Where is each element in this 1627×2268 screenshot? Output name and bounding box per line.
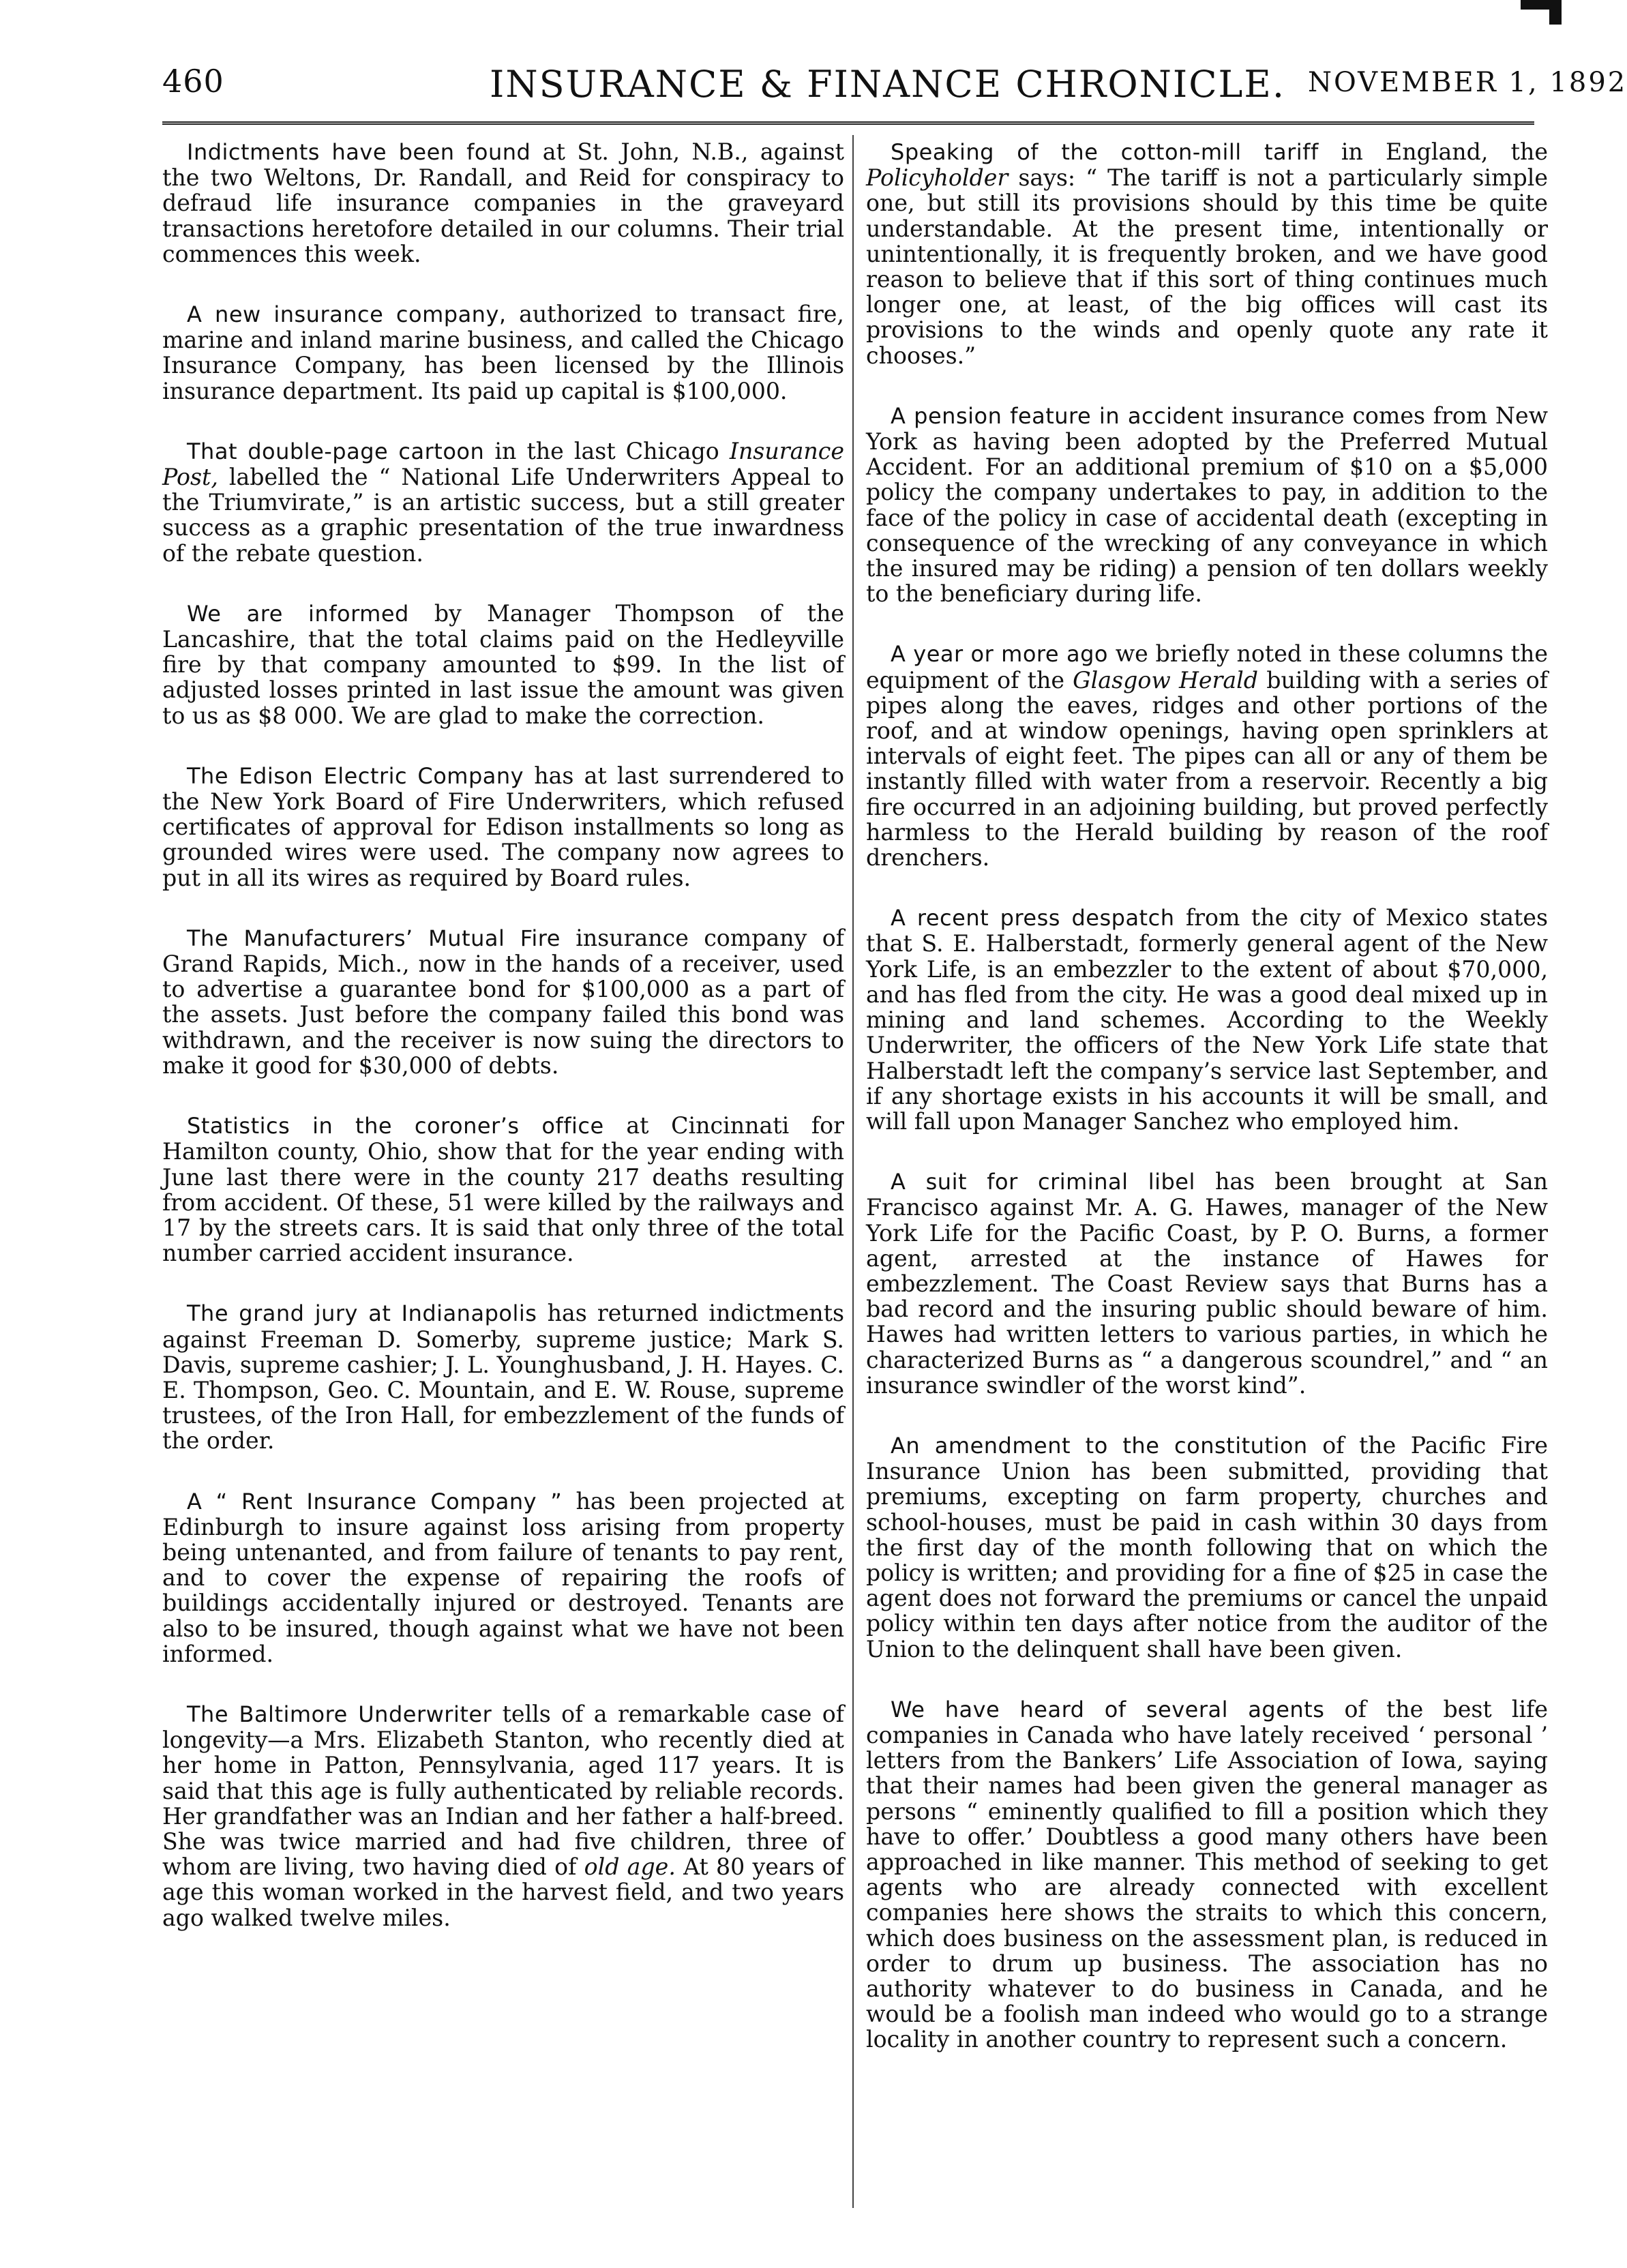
item-body-pre: in the last Chicago	[494, 437, 719, 464]
item-lead: A new insurance company,	[187, 301, 507, 328]
news-item	[162, 1701, 844, 1930]
column-divider	[852, 135, 854, 2208]
news-item	[866, 1169, 1548, 1398]
scan-edge-mark	[1521, 0, 1562, 10]
news-item	[866, 1433, 1548, 1662]
item-italic: Insurance Post,	[162, 437, 844, 491]
journal-title: INSURANCE & FINANCE CHRONICLE.	[490, 63, 1285, 106]
news-item	[866, 641, 1548, 870]
item-body: insurance company of Grand Rapids, Mich., now in the hands of a receiver, used to advertise a guarantee bond for $100,000 as a part of the assets. Just before the company failed this bond was withdrawn, and the receiver is now suing the directors to make it good for $30,000 of debts.	[162, 924, 844, 1079]
item-italic: Policyholder	[866, 164, 1009, 192]
news-item	[866, 1697, 1548, 2053]
item-lead: We are informed	[187, 600, 409, 627]
item-body-pre: in England, the	[1341, 138, 1548, 165]
item-body: at St. John, N.B., against the two Weltons, Dr. Randall, and Reid for conspiracy to defraud life insurance companies in the graveyard transactions heretofore detailed in our columns. Their trial commences this week.	[162, 138, 845, 267]
item-body: of the best life companies in Canada who have lately received ‘ personal ’ letters from the Bankers’ Life Association of Iowa, saying that their names had been given the general manager as persons “ eminently qualified to fill a position which they have to offer.’ Doubtless a good many others have been approached in like manner. This method of seeking to get agents who are already connected with excellent companies here shows the straits to which this concern, which does business on the assessment plan, is reduced in order to drum up business. The association has no authority whatever to do business in Canada, and he would be a foolish man indeed who would go to a strange locality in another country to represent such a concern.	[866, 1695, 1549, 2053]
right-column	[866, 139, 1548, 2087]
item-lead: Statistics in the coroner’s office	[187, 1113, 604, 1139]
item-lead: The Baltimore Underwriter	[187, 1701, 492, 1727]
news-item	[162, 301, 844, 404]
page-header	[162, 63, 1627, 106]
item-body: has been projected at Edinburgh to insure against loss arising from property being untenanted, and from failure of tenants to pay rent, and to cover the expense of repairing the roofs of buildings accidentally injured or destroyed. Tenants are also to be insured, though against what we have not been informed.	[162, 1487, 844, 1667]
item-lead: That double-page cartoon	[187, 438, 485, 464]
item-body: has been brought at San Francisco against Mr. A. G. Hawes, manager of the New York Life for the Pacific Coast, by P. O. Burns, a former agent, arrested at the instance of Hawes for embezzlement. The Coast Review says that Burns has a bad record and the insuring public should beware of him. Hawes had written letters to various parties, in which he characterized Burns as “ a dangerous scoundrel,” and “ an insurance swindler of the worst kind”.	[866, 1168, 1548, 1399]
item-body: has at last surrendered to the New York Board of Fire Underwriters, which refused certificates of approval for Edison installments so long as grounded wires were used. The company now agrees to put in all its wires as required by Board rules.	[162, 762, 844, 891]
item-italic: Glasgow Herald	[1073, 666, 1259, 693]
item-lead: The Edison Electric Company	[187, 762, 524, 789]
item-body: insurance comes from New York as having been adopted by the Preferred Mutual Accident. For an additional premium of $10 on a $5,000 policy the company undertakes to pay, in addition to the face of the policy in case of accidental death (excepting in consequence of the wrecking of any conveyance in which the insured may be riding) a pension of ten dollars weekly to the beneficiary during life.	[866, 402, 1548, 608]
header-rule	[162, 121, 1534, 125]
left-column	[162, 139, 844, 1965]
item-body: from the city of Mexico states that S. E. Halberstadt, formerly general agent of the New York Life, is an embezzler to the extent of about $70,000, and has fled from the city. He was a good deal mixed up in mining and land schemes. According to the Weekly Underwriter, the officers of the New York Life state that Halberstadt left the company’s service last September, and if any shortage exists in his accounts it will be small, and will fall upon Manager Sanchez who employed him.	[866, 904, 1548, 1135]
item-lead: A pension feature in accident	[891, 402, 1224, 429]
item-body: by Manager Thompson of the Lancashire, that the total claims paid on the Hedleyville fire by that company amounted to $99. In the list of adjusted losses printed in last issue the amount was given to us as $8 000. We are glad to make the correction.	[162, 599, 844, 729]
news-item	[162, 1113, 844, 1266]
issue-date: NOVEMBER 1, 1892	[1308, 67, 1627, 98]
item-lead: The Manufacturers’ Mutual Fire	[187, 925, 561, 951]
item-lead: Indictments have been found	[187, 139, 531, 165]
item-lead: An amendment to the constitution	[891, 1432, 1308, 1459]
item-body-pre: we briefly noted in these columns the equipment of the	[866, 640, 1548, 693]
item-lead: The grand jury at Indianapolis	[187, 1300, 537, 1327]
news-item	[162, 925, 844, 1078]
news-item	[866, 403, 1548, 607]
item-lead: A “ Rent Insurance Company ”	[187, 1488, 563, 1515]
item-lead: Speaking of the cotton-mill tariff	[891, 139, 1319, 165]
item-body: of the Pacific Fire Insurance Union has been submitted, providing that premiums, excepting on farm property, churches and school-houses, must be paid in cash within 30 days from the first day of the month following that on which the policy is written; and providing for a fine of $25 in case the agent does not forward the premiums or cancel the unpaid policy within ten days after notice from the auditor of the Union to the delinquent shall have been given.	[866, 1431, 1548, 1662]
news-item	[162, 763, 844, 891]
news-item	[162, 438, 844, 566]
news-item	[162, 601, 844, 728]
news-item	[866, 139, 1548, 368]
item-body: At 80 years of age this woman worked in the harvest field, and two years ago walked twelve miles.	[162, 1853, 844, 1931]
news-item	[162, 1300, 844, 1453]
item-body: has returned indictments against Freeman D. Somerby, supreme justice; Mark S. Davis, supreme cashier; J. L. Younghusband, J. H. Hayes. C. E. Thompson, Geo. C. Mountain, and E. W. Rouse, supreme trustees, of the Iron Hall, for embezzlement of the funds of the order.	[162, 1300, 844, 1454]
page-number: 460	[162, 63, 224, 100]
item-lead: A suit for criminal libel	[891, 1169, 1195, 1195]
news-item	[162, 1489, 844, 1667]
item-body-pre: tells of a remarkable case of longevity—a Mrs. Elizabeth Stanton, who recently died at her home in Patton, Pennsylvania, aged 117 years. It is said that this age is fully authenticated by reliable records. Her grandfather was an Indian and her father a half-breed. She was twice married and had five children, three of whom are living, two having died of	[162, 1700, 844, 1881]
news-item	[866, 905, 1548, 1134]
scan-edge-mark	[1549, 10, 1562, 25]
news-item	[162, 139, 844, 267]
item-body: says: “ The tariff is not a particularly simple one, but still its provisions should by this time be quite understandable. At the present time, intentionally or unintentionally, it is frequently broken, and we have good reason to believe that if this sort of thing continues much longer one, at least, of the big offices will cast its provisions to the winds and openly quote any rate it chooses.”	[866, 164, 1548, 369]
item-body: building with a series of pipes along the eaves, ridges and other portions of the roof, and at window openings, having open sprinklers at intervals of eight feet. The pipes can all or any of them be instantly filled with water from a reservoir. Recently a big fire occurred in an adjoining building, but proved perfectly harmless to the Herald building by reason of the roof drenchers.	[866, 666, 1548, 871]
item-body: at Cincinnati for Hamilton county, Ohio, show that for the year ending with June last there were in the county 217 deaths resulting from accident. Of these, 51 were killed by the railways and 17 by the streets cars. It is said that only three of the total number carried accident insurance.	[162, 1112, 845, 1267]
item-body: labelled the “ National Life Underwriters Appeal to the Triumvirate,” is an artistic success, but a still greater success as a graphic presentation of the true inwardness of the rebate question.	[162, 464, 844, 567]
item-body: authorized to transact fire, marine and inland marine business, and called the Chicago Insurance Company, has been licensed by the Illinois insurance department. Its paid up capital is $100,000.	[162, 301, 844, 404]
item-lead: A year or more ago	[891, 641, 1108, 668]
item-lead: A recent press despatch	[891, 905, 1175, 931]
item-lead: We have heard of several agents	[891, 1696, 1325, 1722]
item-italic: old age.	[584, 1853, 676, 1881]
